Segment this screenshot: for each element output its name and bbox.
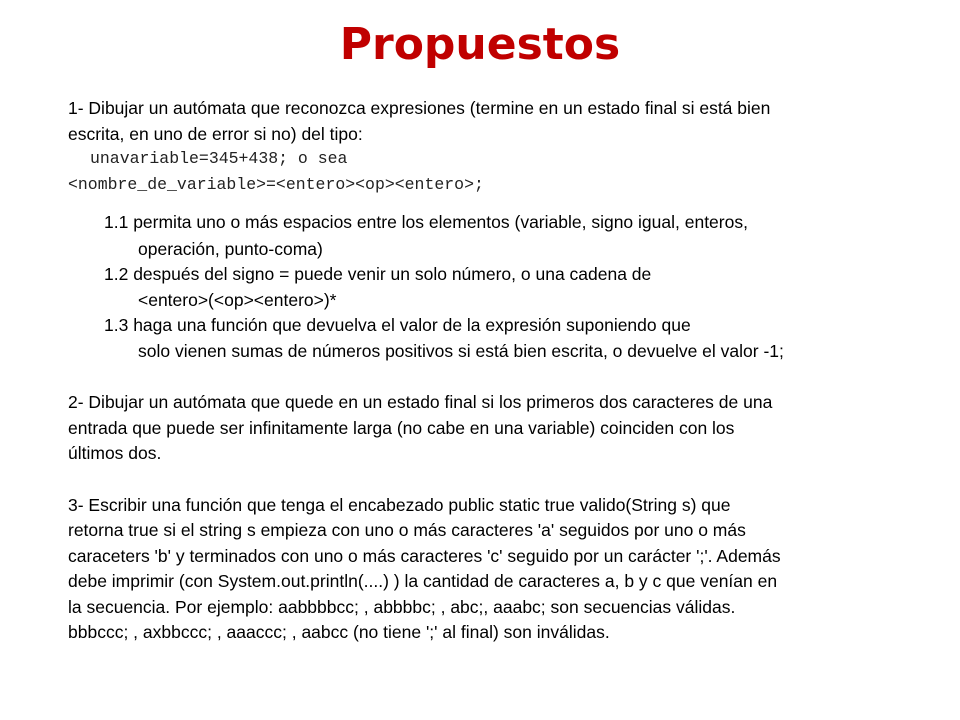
- problem-1-code-example: unavariable=345+438; o sea: [90, 149, 348, 168]
- problem-1-3-line-2: solo vienen sumas de números positivos si está bien escrita, o devuelve el valor -1;: [138, 341, 784, 361]
- problem-1-line-1: 1- Dibujar un autómata que reconozca expresiones (termine en un estado final si está bien: [68, 98, 771, 118]
- problem-3-line-2: retorna true si el string s empieza con uno o más caracteres 'a' seguidos por uno o más: [68, 520, 746, 540]
- problem-1-2-line-1: 1.2 después del signo = puede venir un solo número, o una cadena de: [104, 264, 652, 284]
- slide-title: Propuestos: [339, 19, 621, 70]
- problem-3-line-3: caraceters 'b' y terminados con uno o más caracteres 'c' seguido por un carácter ';'. Además: [68, 546, 781, 566]
- problem-2-line-2: entrada que puede ser infinitamente larga (no cabe en una variable) coinciden con los: [68, 418, 735, 438]
- problem-3-line-5: la secuencia. Por ejemplo: aabbbbcc; , abbbbc; , abc;, aaabc; son secuencias válidas.: [68, 597, 736, 617]
- problem-3-line-6: bbbccc; , axbbccc; , aaaccc; , aabcc (no tiene ';' al final) son inválidas.: [68, 622, 610, 642]
- problem-1-3-line-1: 1.3 haga una función que devuelva el valor de la expresión suponiendo que: [104, 315, 691, 335]
- problem-2-line-1: 2- Dibujar un autómata que quede en un estado final si los primeros dos caracteres de una: [68, 392, 773, 412]
- problem-1-1-line-1: 1.1 permita uno o más espacios entre los elementos (variable, signo igual, enteros,: [104, 212, 748, 232]
- problem-1-1-line-2: operación, punto-coma): [138, 239, 323, 259]
- problem-1-line-2: escrita, en uno de error si no) del tipo:: [68, 124, 363, 144]
- problem-3-line-1: 3- Escribir una función que tenga el encabezado public static true valido(String s) que: [68, 495, 731, 515]
- problem-1-code-pattern: <nombre_de_variable>=<entero><op><entero>;: [68, 175, 484, 194]
- problem-1-2-line-2: <entero>(<op><entero>)*: [138, 290, 337, 310]
- problem-3-line-4: debe imprimir (con System.out.println(....) ) la cantidad de caracteres a, b y c que venían en: [68, 571, 778, 591]
- problem-2-line-3: últimos dos.: [68, 443, 162, 463]
